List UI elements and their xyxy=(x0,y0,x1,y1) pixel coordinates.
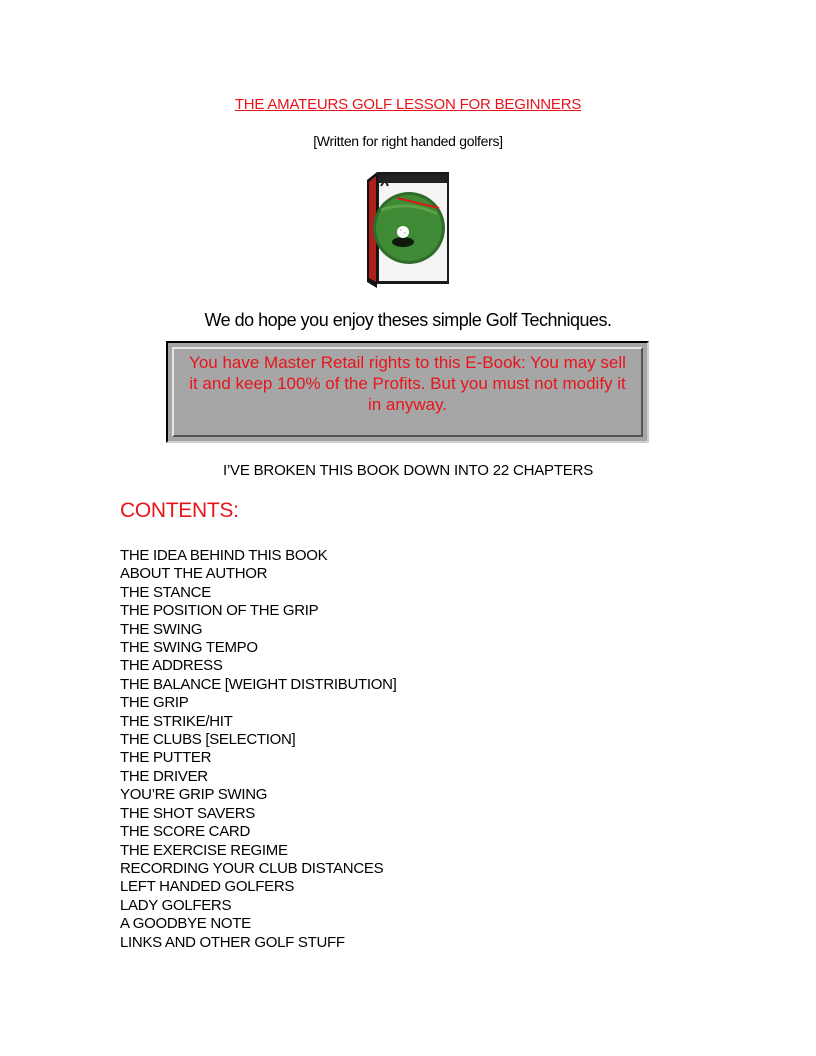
toc-item: THE BALANCE [WEIGHT DISTRIBUTION] xyxy=(120,675,397,693)
toc-item: A GOODBYE NOTE xyxy=(120,915,251,933)
contents-heading: CONTENTS: xyxy=(120,499,239,522)
toc-item: THE STRIKE/HIT xyxy=(120,712,233,730)
toc-item: THE POSITION OF THE GRIP xyxy=(120,602,319,620)
toc-item: LEFT HANDED GOLFERS xyxy=(120,878,295,896)
table-of-contents xyxy=(120,547,397,952)
toc-item: THE SWING xyxy=(120,620,203,638)
golf-ebook-cover-icon xyxy=(367,170,451,288)
toc-item: THE GRIP xyxy=(120,694,189,712)
toc-item: THE SWING TEMPO xyxy=(120,639,258,657)
toc-item: LINKS AND OTHER GOLF STUFF xyxy=(120,933,345,951)
toc-item: THE SHOT SAVERS xyxy=(120,804,255,822)
toc-item: THE PUTTER xyxy=(120,749,212,767)
toc-item: THE SCORE CARD xyxy=(120,823,250,841)
toc-item: THE STANCE xyxy=(120,583,211,601)
toc-item: THE ADDRESS xyxy=(120,657,223,675)
toc-item: THE DRIVER xyxy=(120,767,208,785)
document-subtitle: [Written for right handed golfers] xyxy=(313,133,503,149)
chapters-note: I’VE BROKEN THIS BOOK DOWN INTO 22 CHAPTERS xyxy=(222,462,594,479)
toc-item: THE CLUBS [SELECTION] xyxy=(120,731,296,749)
toc-item: LADY GOLFERS xyxy=(120,896,232,914)
rights-notice-inner xyxy=(172,347,643,437)
document-title: THE AMATEURS GOLF LESSON FOR BEGINNERS xyxy=(234,96,582,113)
tagline: We do hope you enjoy theses simple Golf Techniques. xyxy=(204,310,612,330)
toc-item: THE EXERCISE REGIME xyxy=(120,841,288,859)
toc-item: ABOUT THE AUTHOR xyxy=(120,565,268,583)
rights-notice-text: You have Master Retail rights to this E-Book: You may sell it and keep 100% of the Profits. But you must not modify it in anyway. xyxy=(189,353,626,414)
toc-item: THE IDEA BEHIND THIS BOOK xyxy=(120,547,328,564)
toc-item: RECORDING YOUR CLUB DISTANCES xyxy=(120,859,384,877)
rights-notice-box xyxy=(166,341,649,443)
toc-item: YOU’RE GRIP SWING xyxy=(120,786,268,804)
